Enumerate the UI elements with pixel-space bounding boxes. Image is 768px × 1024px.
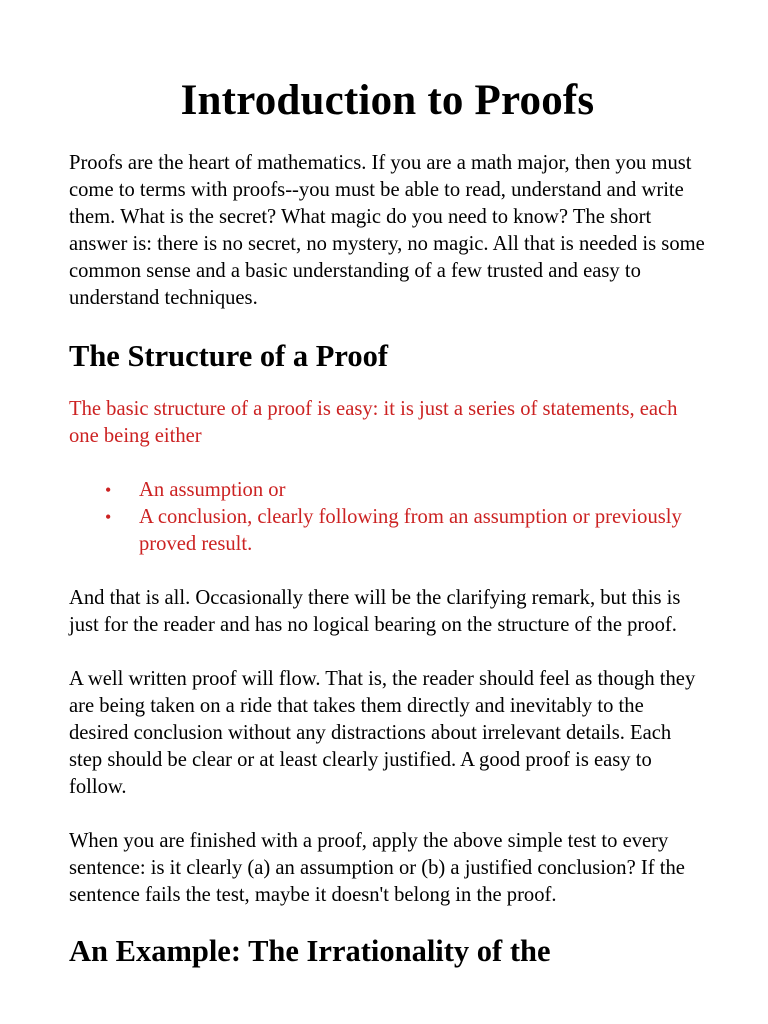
structure-paragraph-2: A well written proof will flow. That is, the reader should feel as though they are being taken on a ride that takes them directly and inevitably to the desired conclusion without any distractions about irrelevant details. Each step should be clear or at least clearly justified. A good proof is easy to follow. [69,668,696,798]
structure-paragraph-3: When you are finished with a proof, apply the above simple test to every sentence: is it clearly (a) an assumption or (b) a justified conclusion? If the sentence fails the test, maybe it doesn't belong in the proof. [69,830,685,906]
list-item [69,477,706,504]
structure-bullet-list [69,477,706,558]
list-item-text: A conclusion, clearly following from an assumption or previously proved result. [139,506,682,555]
list-item-text: An assumption or [139,479,286,501]
section-heading-example: An Example: The Irrationality of the [69,934,551,968]
bullet-icon: • [105,507,112,527]
structure-intro-paragraph: The basic structure of a proof is easy: it is just a series of statements, each one being either [69,398,678,447]
bullet-icon: • [105,480,112,500]
section-heading-structure: The Structure of a Proof [69,339,389,373]
structure-paragraph-1: And that is all. Occasionally there will be the clarifying remark, but this is just for the reader and has no logical bearing on the structure of the proof. [69,587,681,636]
intro-paragraph: Proofs are the heart of mathematics. If you are a math major, then you must come to terms with proofs--you must be able to read, understand and write them. What is the secret? What magic do you need to know? The short answer is: there is no secret, no mystery, no magic. All that is needed is some common sense and a basic understanding of a few trusted and easy to understand techniques. [69,152,705,309]
page-title: Introduction to Proofs [180,77,595,124]
list-item [69,504,706,558]
